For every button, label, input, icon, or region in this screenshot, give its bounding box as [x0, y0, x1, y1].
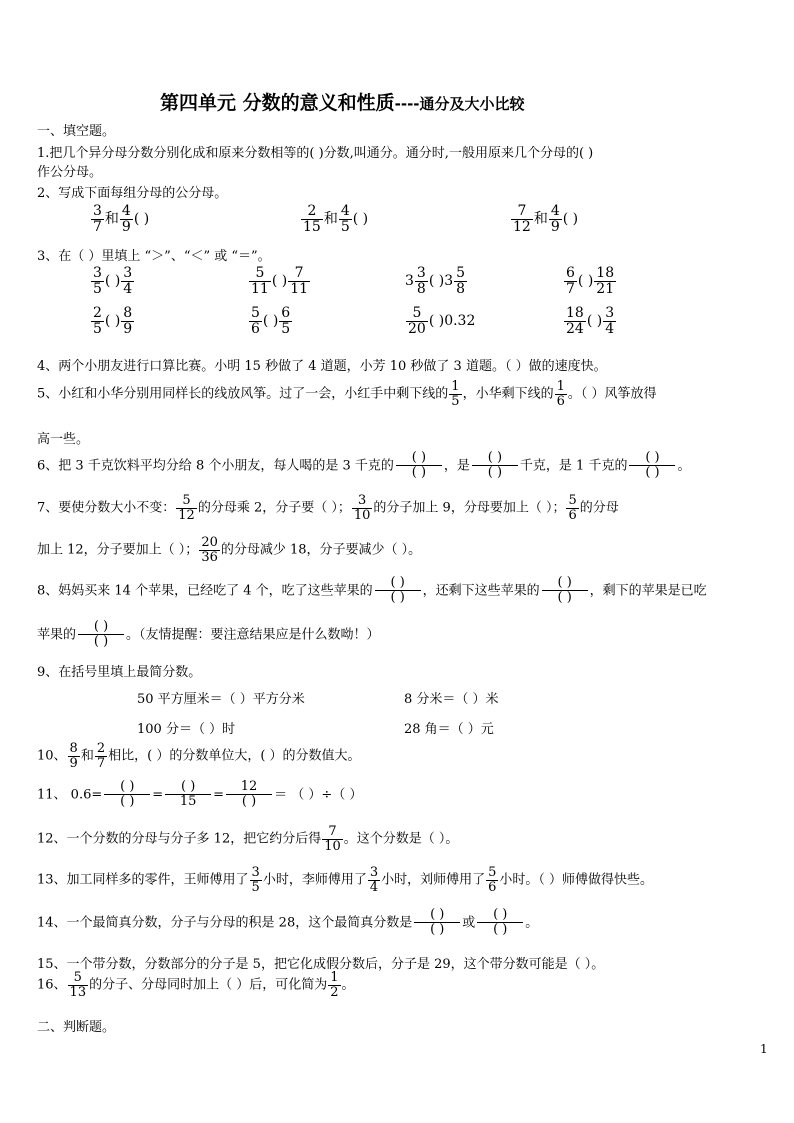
q3-item-6: $\frac{5}{6}$ ( ) $\frac{6}{5}$ [251, 305, 291, 337]
fraction: $\frac{2}{15}$ [303, 203, 321, 235]
q3-item-4: $\frac{6}{7}$ ( ) $\frac{18}{21}$ [566, 265, 615, 297]
fraction: $\frac{4}{9}$ [121, 203, 131, 235]
q9-label: 9、在括号里填上最简分数。 [37, 665, 202, 680]
q8-line2: 苹果的 ( ) ( ) 。（友情提醒：要注意结果应是什么数呦！） [37, 619, 380, 650]
fraction: $\frac{4}{9}$ [550, 203, 560, 235]
q7-line2: 加上 12，分子要加上（ ）； $\frac{20}{36}$ 的分母减少 18，分子要减少（ ）。 [37, 535, 422, 565]
q3-item-1: $\frac{3}{5}$ ( ) $\frac{3}{4}$ [93, 265, 133, 297]
q3-item-8: $\frac{18}{24}$ ( ) $\frac{3}{4}$ [566, 305, 615, 337]
fraction: $\frac{4}{5}$ [340, 203, 350, 235]
q3-item-2: $\frac{5}{11}$ ( ) $\frac{7}{11}$ [251, 265, 309, 297]
q16: 16、 $\frac{5}{13}$ 的分子、分母同时加上（ ）后，可化简为 $\frac{1}{2}$ 。 [37, 970, 355, 1000]
q4: 4、两个小朋友进行口算比赛。小明 15 秒做了 4 道题，小芳 10 秒做了 3 道题。（ ）做的速度快。 [37, 359, 607, 374]
q10: 10、 $\frac{8}{9}$ 和 $\frac{2}{7}$ 相比，( ）的分数单位大，( ）的分数值大。 [37, 741, 361, 771]
q2-label: 2、写成下面每组分母的公分母。 [37, 186, 228, 201]
q13: 13、加工同样多的零件，王师傅用了 $\frac{3}{5}$ 小时，李师傅用了 $\frac{3}{4}$ 小时，刘师傅用了 $\frac{5}{6}$ 小时。（ ）师傅做得快些。 [37, 865, 654, 895]
q2-item-1: $\frac{3}{7}$ 和 $\frac{4}{9}$ ( ) [93, 203, 150, 235]
page-title [160, 88, 525, 115]
section-1-heading: 一、填空题。 [37, 124, 116, 139]
q9-r1b: 8 分米＝（ ）米 [404, 692, 499, 707]
q9-r2a: 100 分＝（ ）时 [137, 722, 236, 737]
q12: 12、一个分数的分母与分子多 12，把它约分后得 $\frac{7}{10}$ 。这个分数是（ ）。 [37, 824, 459, 854]
q2-item-2: $\frac{2}{15}$ 和 $\frac{4}{5}$ ( ) [303, 203, 369, 235]
page-number: 1 [760, 1042, 768, 1056]
q7-line1: 7、要使分数大小不变： $\frac{5}{12}$ 的分母乘 2，分子要（ ）； $\frac{3}{10}$ 的分子加上 9，分母要加上（ ）； $\frac{5}{6}$ 的分母 [37, 493, 619, 523]
q8-line1: 8、妈妈买来 14 个苹果，已经吃了 4 个，吃了这些苹果的 ( ) ( ) ，还剩下这些苹果的 ( ) ( ) ，剩下的苹果是已吃 [37, 575, 707, 606]
answer-blank: ( ) [562, 211, 579, 228]
title-sub: ----通分及大小比较 [394, 95, 525, 113]
q3-label: 3、在（ ）里填上 “＞”、“＜” 或 “＝”。 [37, 249, 271, 264]
q1-line1: 1.把几个异分母分数分别化成和原来分数相等的( )分数,叫通分。通分时,一般用原来几个分母的( ) [37, 146, 594, 161]
q5-line2: 高一些。 [37, 432, 90, 447]
q1-line2: 作公分母。 [37, 165, 103, 180]
section-2-heading: 二、判断题。 [37, 1020, 116, 1035]
q6: 6、把 3 千克饮料平均分给 8 个小朋友，每人喝的是 3 千克的 ( ) ( ) ，是 ( ) ( ) 千克，是 1 千克的 ( ) ( ) 。 [37, 450, 691, 481]
q9-r1a: 50 平方厘米＝（ ）平方分米 [137, 692, 305, 707]
q11: 11、 0.6= ( ) ( ) = ( ) 15 = 12 ( ) ＝ （ ）÷（ ） [37, 779, 363, 810]
fraction: $\frac{3}{7}$ [93, 203, 102, 235]
q15: 15、一个带分数，分数部分的分子是 5，把它化成假分数后，分子是 29，这个带分数可能是（ ）。 [37, 957, 605, 972]
q5-line1: 5、小红和小华分别用同样长的线放风筝。过了一会，小红手中剩下线的 $\frac{1}{5}$ ，小华剩下线的 $\frac{1}{6}$ 。（ ）风筝放得 [37, 379, 657, 409]
fraction: $\frac{7}{12}$ [513, 203, 531, 235]
answer-blank: ( ) [133, 211, 150, 228]
q3-item-3: 3 $\frac{3}{8}$ ( )3 $\frac{5}{8}$ [405, 265, 466, 297]
q3-item-7: $\frac{5}{20}$ ( )0.32 [408, 305, 476, 337]
q3-item-5: $\frac{2}{5}$ ( ) $\frac{8}{9}$ [93, 305, 133, 337]
title-main: 第四单元 分数的意义和性质 [160, 92, 395, 114]
answer-blank: ( ) [352, 211, 369, 228]
q14: 14、一个最简真分数，分子与分母的积是 28，这个最简真分数是 ( ) ( ) 或 ( ) ( ) 。 [37, 907, 539, 938]
q2-item-3: $\frac{7}{12}$ 和 $\frac{4}{9}$ ( ) [513, 203, 579, 235]
q9-r2b: 28 角＝（ ）元 [404, 722, 494, 737]
